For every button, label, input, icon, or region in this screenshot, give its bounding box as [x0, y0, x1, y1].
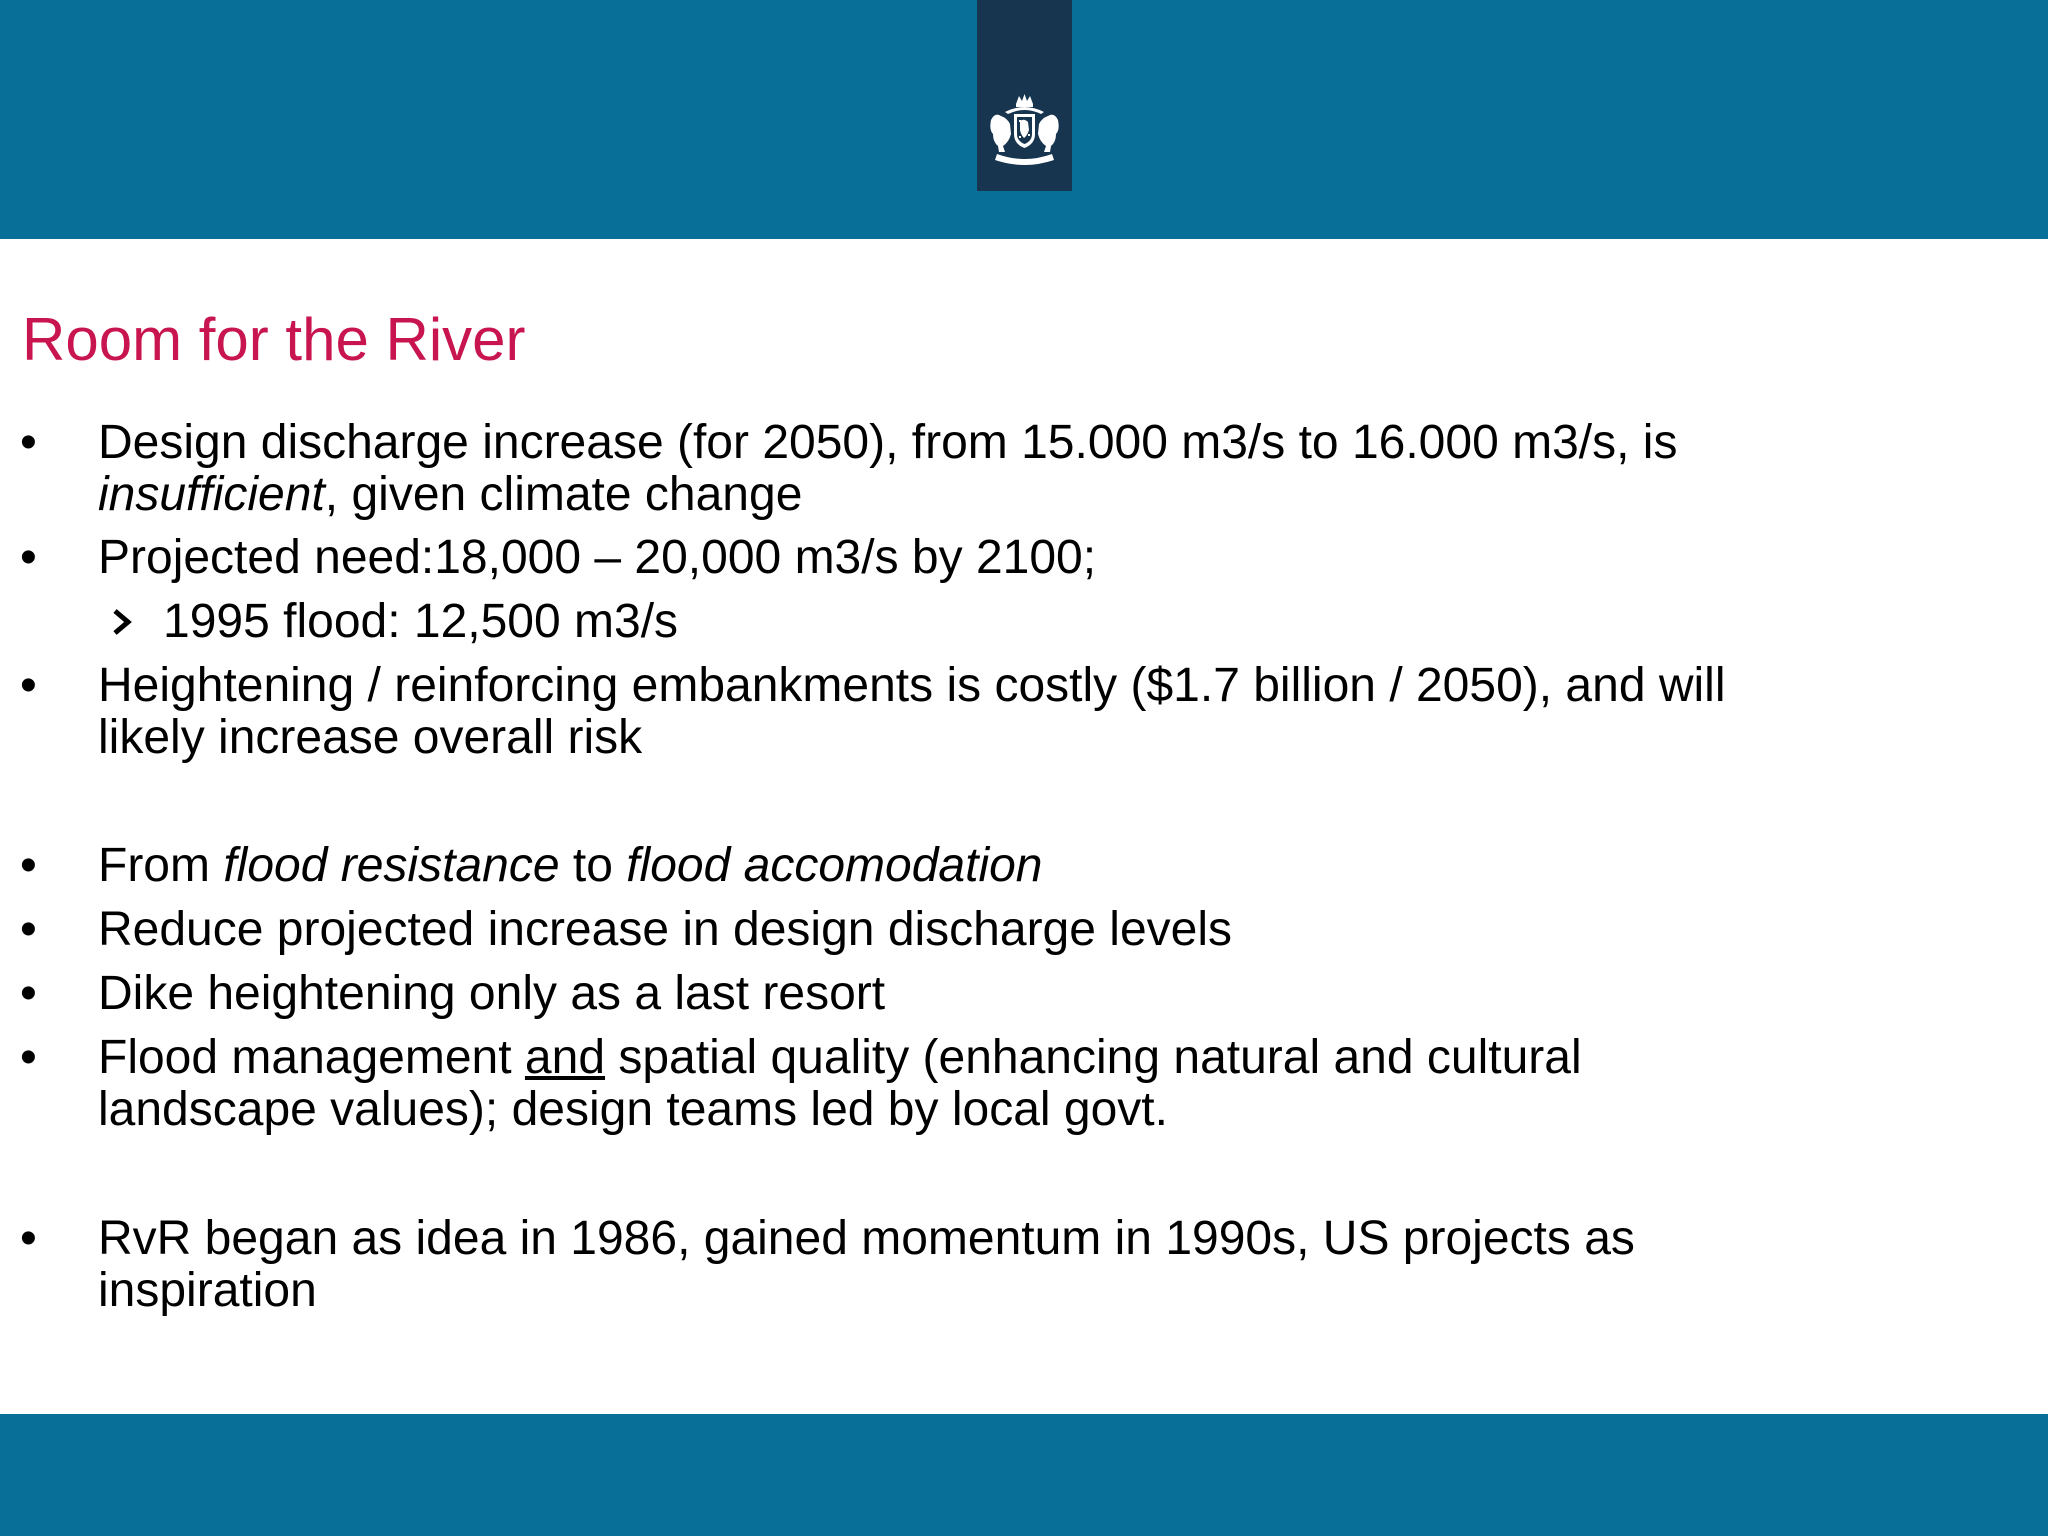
bullet-dot: •: [20, 903, 37, 956]
bullet-dot: •: [20, 416, 37, 469]
bullet-dot: •: [20, 659, 37, 712]
bullet-dot: •: [20, 967, 37, 1020]
bullet-dot: •: [20, 839, 37, 892]
bullet-text: Heightening / reinforcing embankments is costly ($1.7 billion / 2050), and will likely increase overall risk: [98, 659, 1726, 764]
bullet-text: Flood management and spatial quality (enhancing natural and cultural landscape values); design teams led by local govt.: [98, 1031, 1582, 1136]
bullet-dot: •: [20, 1031, 37, 1084]
bullet-text: RvR began as idea in 1986, gained momentum in 1990s, US projects as inspiration: [98, 1212, 1635, 1317]
footer-band: [0, 1414, 2048, 1536]
bullet-text: Design discharge increase (for 2050), from 15.000 m3/s to 16.000 m3/s, is insufficient, given climate change: [98, 416, 1678, 521]
bullet-text: Dike heightening only as a last resort: [98, 967, 886, 1020]
bullet-text: Reduce projected increase in design discharge levels: [98, 903, 1232, 956]
logo-block: [977, 0, 1072, 191]
sub-bullet-text: 1995 flood: 12,500 m3/s: [163, 595, 679, 648]
bullet-text: From flood resistance to flood accomodation: [98, 839, 1043, 892]
bullet-dot: •: [20, 531, 37, 584]
royal-coat-of-arms-icon: [983, 90, 1066, 168]
slide-title: Room for the River: [22, 306, 526, 373]
chevron-right-icon: [110, 608, 134, 636]
bullet-text: Projected need:18,000 – 20,000 m3/s by 2100;: [98, 531, 1097, 584]
bullet-dot: •: [20, 1212, 37, 1265]
